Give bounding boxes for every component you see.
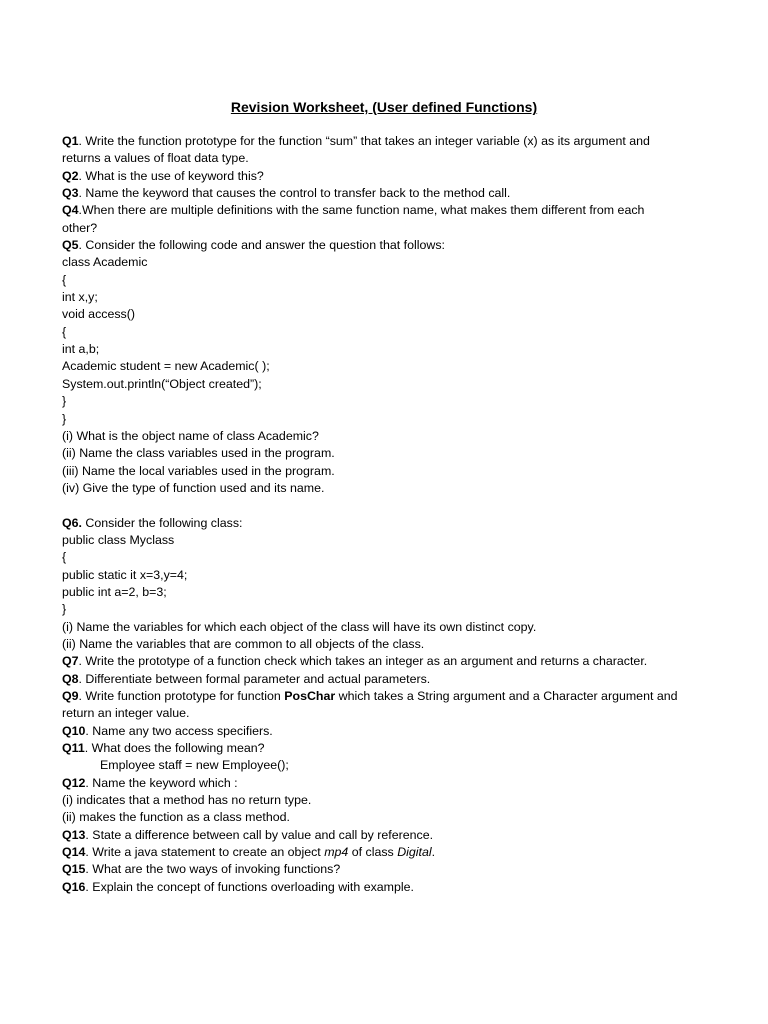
worksheet-line bbox=[62, 220, 722, 237]
question-text: System.out.println(“Object created”); bbox=[62, 376, 262, 391]
question-text: } bbox=[62, 394, 67, 409]
function-name: PosChar bbox=[284, 689, 336, 703]
question-text: . Write the prototype of a function check which takes an integer as an argument and returns a character. bbox=[78, 654, 648, 669]
worksheet-line bbox=[62, 532, 722, 549]
worksheet-line bbox=[62, 289, 722, 306]
question-text: return an integer value. bbox=[62, 706, 190, 721]
worksheet-line bbox=[62, 601, 722, 618]
question-list bbox=[62, 133, 722, 896]
question-text: Consider the following class: bbox=[81, 515, 243, 530]
question-text: public int a=2, b=3; bbox=[62, 584, 167, 599]
question-text: (i) What is the object name of class Academic? bbox=[62, 428, 319, 443]
worksheet-line bbox=[62, 757, 722, 774]
question-text: } bbox=[62, 411, 67, 426]
question-text: (ii) Name the variables that are common to all objects of the class. bbox=[62, 636, 425, 651]
question-number: Q9 bbox=[62, 689, 79, 703]
worksheet-line bbox=[62, 393, 722, 410]
worksheet-line bbox=[62, 358, 722, 375]
worksheet-line bbox=[62, 549, 722, 566]
worksheet-line bbox=[62, 168, 722, 185]
worksheet-line bbox=[62, 254, 722, 271]
worksheet-line bbox=[62, 671, 722, 688]
question-text: { bbox=[62, 272, 67, 287]
question-text: public static it x=3,y=4; bbox=[62, 567, 188, 582]
worksheet-line bbox=[62, 809, 722, 826]
worksheet-line bbox=[62, 150, 722, 167]
worksheet-line bbox=[62, 653, 722, 670]
worksheet-line bbox=[62, 636, 722, 653]
worksheet-line bbox=[62, 792, 722, 809]
question-number: Q13 bbox=[62, 827, 86, 842]
worksheet-line bbox=[62, 376, 722, 393]
question-text: { bbox=[62, 324, 67, 339]
question-text: . What is the use of keyword this? bbox=[78, 168, 264, 183]
question-text: . Name any two access specifiers. bbox=[85, 723, 273, 738]
question-text: int a,b; bbox=[62, 342, 100, 357]
question-text: public class Myclass bbox=[62, 532, 175, 547]
worksheet-line bbox=[62, 619, 722, 636]
question-text: . Write function prototype for function bbox=[78, 689, 285, 703]
worksheet-line bbox=[62, 740, 722, 757]
worksheet-line bbox=[62, 879, 722, 896]
worksheet-line bbox=[62, 844, 722, 861]
question-number: Q2 bbox=[62, 168, 79, 183]
worksheet-line bbox=[62, 202, 722, 219]
question-text: . Name the keyword which : bbox=[85, 775, 238, 790]
question-text: { bbox=[62, 550, 67, 565]
question-text: (iv) Give the type of function used and its name. bbox=[62, 480, 325, 495]
question-text: Employee staff = new Employee(); bbox=[100, 758, 289, 773]
worksheet-line bbox=[62, 185, 722, 202]
question-text: . Write a java statement to create an object bbox=[85, 845, 325, 860]
worksheet-line bbox=[62, 411, 722, 428]
question-text: .When there are multiple definitions with the same function name, what makes them different from each bbox=[78, 203, 645, 218]
question-text: (i) Name the variables for which each object of the class will have its own distinct copy. bbox=[62, 619, 537, 634]
worksheet-line bbox=[62, 688, 722, 705]
question-text: (ii) Name the class variables used in the program. bbox=[62, 446, 335, 461]
worksheet-line bbox=[62, 272, 722, 289]
worksheet-line bbox=[62, 515, 722, 532]
worksheet-line bbox=[62, 428, 722, 445]
question-number: Q3 bbox=[62, 186, 79, 201]
question-number: Q11 bbox=[62, 741, 85, 756]
worksheet-line bbox=[62, 480, 722, 497]
question-number: Q6. bbox=[62, 515, 82, 530]
blank-line bbox=[62, 497, 722, 514]
question-text: class Academic bbox=[62, 255, 148, 270]
question-number: Q14 bbox=[62, 845, 86, 860]
question-text: Academic student = new Academic( ); bbox=[62, 359, 270, 374]
worksheet-line bbox=[62, 341, 722, 358]
question-number: Q12 bbox=[62, 775, 86, 790]
worksheet-line bbox=[62, 827, 722, 844]
question-text: . Write the function prototype for the function “sum” that takes an integer variable (x) as its argument and bbox=[78, 134, 650, 148]
question-text: . State a difference between call by value and call by reference. bbox=[85, 827, 434, 842]
question-text: (iii) Name the local variables used in the program. bbox=[62, 463, 335, 478]
worksheet-line bbox=[62, 133, 722, 150]
question-text: . bbox=[431, 845, 436, 860]
question-text: . Name the keyword that causes the control to transfer back to the method call. bbox=[78, 186, 511, 201]
question-number: Q15 bbox=[62, 862, 86, 877]
question-text: . Explain the concept of functions overloading with example. bbox=[85, 879, 414, 894]
question-text: int x,y; bbox=[62, 290, 98, 305]
worksheet-line bbox=[62, 445, 722, 462]
class-name: Digital bbox=[397, 845, 432, 860]
question-text: . Differentiate between formal parameter and actual parameters. bbox=[78, 671, 431, 686]
worksheet-line bbox=[62, 567, 722, 584]
question-text: (i) indicates that a method has no return type. bbox=[62, 793, 312, 808]
question-text: (ii) makes the function as a class method. bbox=[62, 810, 290, 825]
worksheet-line bbox=[62, 463, 722, 480]
question-number: Q7 bbox=[62, 654, 79, 669]
question-number: Q4 bbox=[62, 203, 79, 218]
question-number: Q10 bbox=[62, 723, 86, 738]
question-number: Q8 bbox=[62, 671, 79, 686]
question-text: other? bbox=[62, 220, 98, 235]
question-text: of class bbox=[348, 845, 398, 860]
question-number: Q16 bbox=[62, 879, 86, 894]
worksheet-line bbox=[62, 324, 722, 341]
question-text: returns a values of float data type. bbox=[62, 151, 249, 166]
question-text: } bbox=[62, 602, 67, 617]
question-text: void access() bbox=[62, 307, 135, 322]
question-number: Q1 bbox=[62, 134, 79, 148]
worksheet-line bbox=[62, 723, 722, 740]
worksheet-line bbox=[62, 775, 722, 792]
worksheet-line bbox=[62, 237, 722, 254]
worksheet-line bbox=[62, 306, 722, 323]
question-text: . What does the following mean? bbox=[84, 741, 265, 756]
question-text: . What are the two ways of invoking functions? bbox=[85, 862, 341, 877]
question-number: Q5 bbox=[62, 238, 79, 253]
worksheet-line bbox=[62, 705, 722, 722]
worksheet-line bbox=[62, 861, 722, 878]
question-text: which takes a String argument and a Character argument and bbox=[335, 689, 678, 703]
worksheet-line bbox=[62, 584, 722, 601]
question-text: . Consider the following code and answer the question that follows: bbox=[78, 238, 445, 253]
object-name: mp4 bbox=[324, 845, 349, 860]
worksheet-title: Revision Worksheet, (User defined Functions) bbox=[230, 99, 538, 115]
